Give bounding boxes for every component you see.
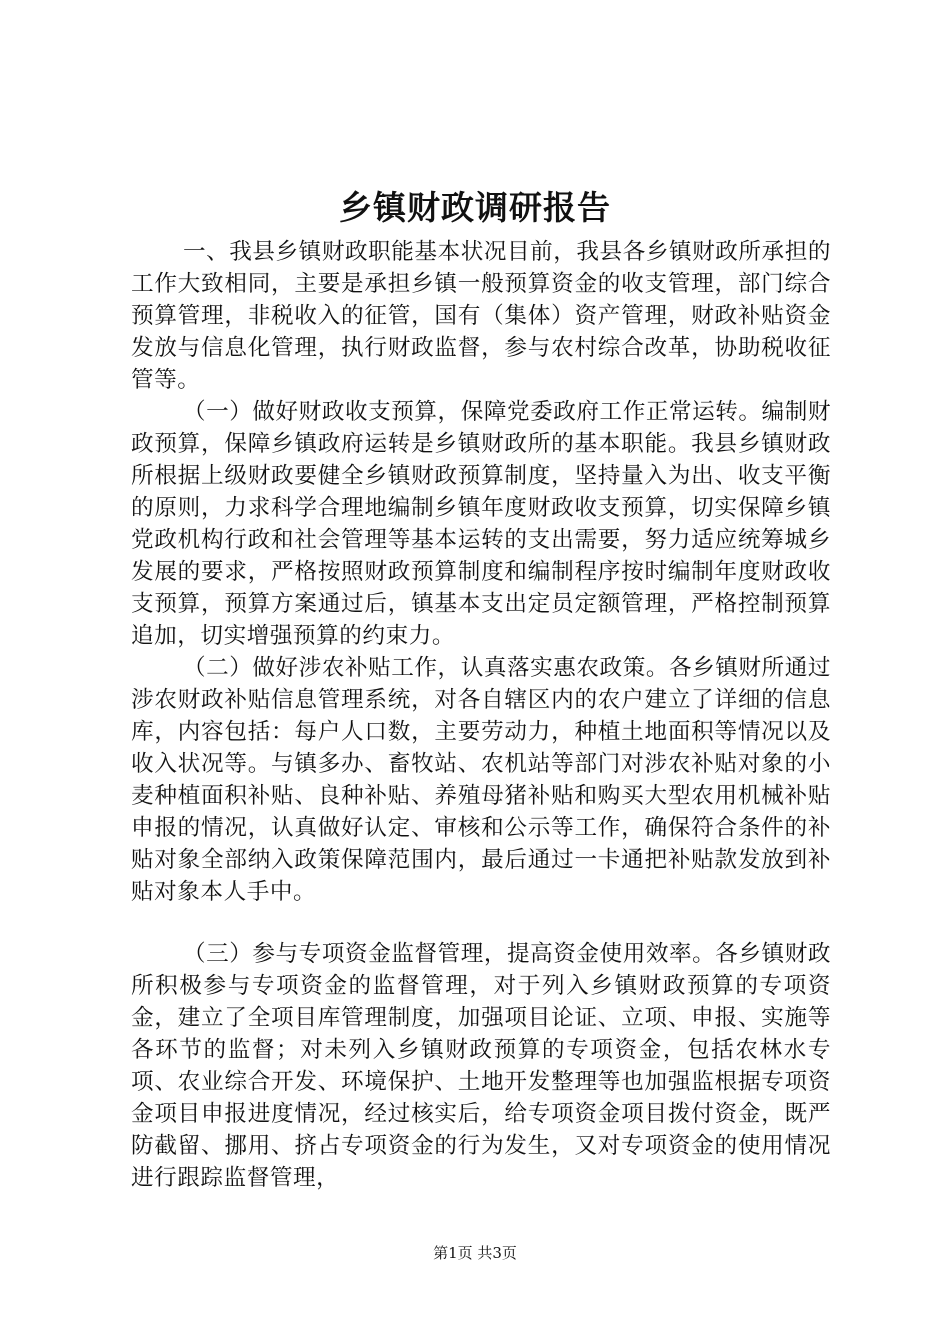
paragraph-2: （一）做好财政收支预算，保障党委政府工作正常运转。编制财政预算，保障乡镇政府运转是乡镇财政所的基本职能。我县乡镇财政所根据上级财政要健全乡镇财政预算制度，坚持量入为出、收支平衡的原则，力求科学合理地编制乡镇年度财政收支预算，切实保障乡镇党政机构行政和社会管理等基本运转的支出需要，努力适应统筹城乡发展的要求，严格按照财政预算制度和编制程序按时编制年度财政收支预算，预算方案通过后，镇基本支出定员定额管理，严格控制预算追加，切实增强预算的约束力。 [131, 399, 831, 649]
page-footer: 第1页 共3页 [433, 1244, 517, 1262]
paragraph-1: 一、我县乡镇财政职能基本状况目前，我县各乡镇财政所承担的工作大致相同，主要是承担乡镇一般预算资金的收支管理，部门综合预算管理，非税收入的征管，国有（集体）资产管理，财政补贴资金发放与信息化管理，执行财政监督，参与农村综合改革，协助税收征管等。 [131, 239, 831, 393]
document-title: 乡镇财政调研报告 [339, 188, 611, 227]
document-body [131, 236, 831, 1194]
paragraph-3: （二）做好涉农补贴工作，认真落实惠农政策。各乡镇财所通过涉农财政补贴信息管理系统，对各自辖区内的农户建立了详细的信息库，内容包括：每户人口数，主要劳动力，种植土地面积等情况以及收入状况等。与镇多办、畜牧站、农机站等部门对涉农补贴对象的小麦种植面积补贴、良种补贴、养殖母猪补贴和购买大型农用机械补贴申报的情况，认真做好认定、审核和公示等工作，确保符合条件的补贴对象全部纳入政策保障范围内，最后通过一卡通把补贴款发放到补贴对象本人手中。 [131, 655, 831, 905]
paragraph-4: （三）参与专项资金监督管理，提高资金使用效率。各乡镇财政所积极参与专项资金的监督管理，对于列入乡镇财政预算的专项资金，建立了全项目库管理制度，加强项目论证、立项、申报、实施等各环节的监督；对未列入乡镇财政预算的专项资金，包括农林水专项、农业综合开发、环境保护、土地开发整理等也加强监根据专项资金项目申报进度情况，经过核实后，给专项资金项目拨付资金，既严防截留、挪用、挤占专项资金的行为发生，又对专项资金的使用情况进行跟踪监督管理， [131, 941, 831, 1191]
